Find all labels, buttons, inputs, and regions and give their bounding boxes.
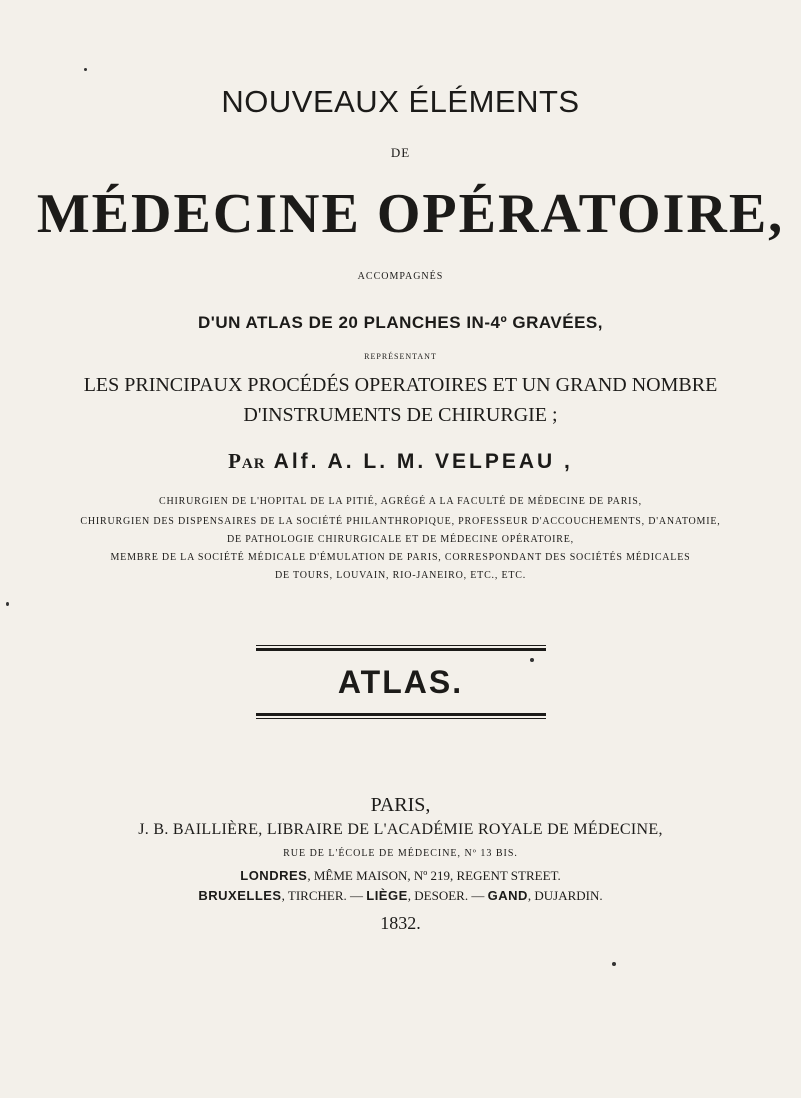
subtitle-line-1: LES PRINCIPAUX PROCÉDÉS OPERATOIRES ET UN GRAND NOMBRE <box>83 374 718 396</box>
atlas-title: ATLAS. <box>337 664 464 700</box>
atlas-description: D'UN ATLAS DE 20 PLANCHES IN-4º GRAVÉES, <box>198 313 603 332</box>
paper-speck <box>612 962 616 966</box>
credential-line: CHIRURGIEN DES DISPENSAIRES DE LA SOCIÉTÉ PHILANTHROPIQUE, PROFESSEUR D'ACCOUCHEMENTS, D'ANATOMIE, <box>80 516 721 527</box>
imprint-city: PARIS, <box>370 794 431 816</box>
imprint-address: RUE DE L'ÉCOLE DE MÉDECINE, Nº 13 BIS. <box>283 848 518 859</box>
author-line <box>0 449 801 474</box>
gand-agent: , DUJARDIN. <box>527 888 603 903</box>
accompagnes-label: ACCOMPAGNÉS <box>357 271 444 282</box>
subtitle-line-2: D'INSTRUMENTS DE CHIRURGIE ; <box>243 404 558 426</box>
imprint-agents <box>0 888 801 904</box>
bruxelles-agent: , TIRCHER. — <box>281 888 367 903</box>
bruxelles-city: BRUXELLES <box>198 888 282 903</box>
divider-rule <box>256 718 546 719</box>
divider-rule <box>256 713 546 716</box>
imprint-publisher: J. B. BAILLIÈRE, LIBRAIRE DE L'ACADÉMIE ROYALE DE MÉDECINE, <box>138 821 663 838</box>
title-connector: DE <box>390 145 411 160</box>
imprint-londres <box>0 868 801 884</box>
divider-rule <box>256 648 546 651</box>
credential-line: CHIRURGIEN DE L'HOPITAL DE LA PITIÉ, AGRÉGÉ A LA FACULTÉ DE MÉDECINE DE PARIS, <box>159 496 642 507</box>
title-top: NOUVEAUX ÉLÉMENTS <box>221 84 580 119</box>
credential-line: DE PATHOLOGIE CHIRURGICALE ET DE MÉDECINE OPÉRATOIRE, <box>227 534 574 545</box>
liege-city: LIÈGE <box>366 888 408 903</box>
credential-line: DE TOURS, LOUVAIN, RIO-JANEIRO, ETC., ETC. <box>274 570 527 581</box>
gand-city: GAND <box>487 888 528 903</box>
author-prefix: Par <box>228 449 266 473</box>
londres-city: LONDRES <box>240 868 308 883</box>
publication-year: 1832. <box>380 913 421 933</box>
paper-speck <box>530 658 534 662</box>
liege-agent: , DESOER. — <box>407 888 488 903</box>
paper-speck <box>6 602 9 606</box>
paper-speck <box>84 68 87 71</box>
main-title: MÉDECINE OPÉRATOIRE, <box>36 183 785 245</box>
divider-rule <box>256 645 546 646</box>
representant-label: REPRÉSENTANT <box>364 352 437 361</box>
credential-line: MEMBRE DE LA SOCIÉTÉ MÉDICALE D'ÉMULATION DE PARIS, CORRESPONDANT DES SOCIÉTÉS MÉDICALES <box>110 552 691 563</box>
londres-details: , MÊME MAISON, Nº 219, REGENT STREET. <box>307 868 561 883</box>
author-name: Alf. A. L. M. VELPEAU , <box>273 450 573 473</box>
